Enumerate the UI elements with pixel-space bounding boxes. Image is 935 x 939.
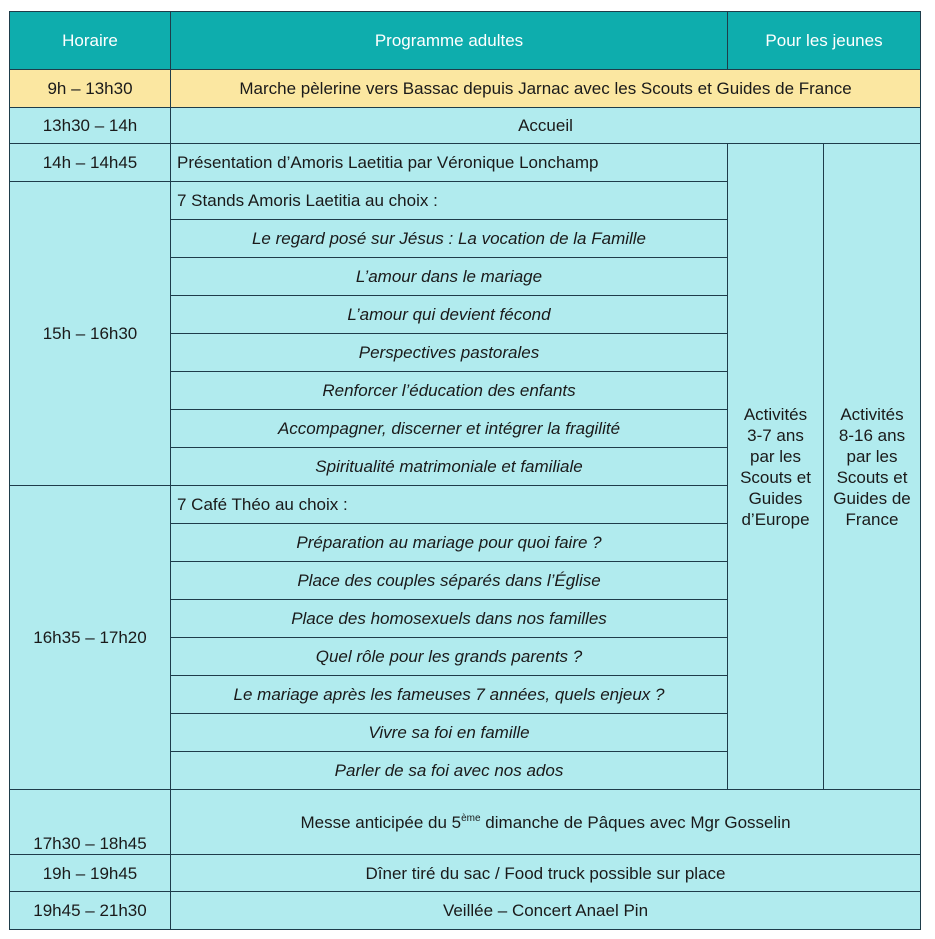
youth-young-line: Guides (748, 488, 803, 508)
time-marche: 9h – 13h30 (10, 70, 171, 108)
youth-activities-3-7 (728, 144, 824, 790)
stand-item: Perspectives pastorales (171, 334, 728, 372)
youth-young-line: d’Europe (741, 509, 810, 529)
time-diner: 19h – 19h45 (10, 855, 171, 892)
row-veillee (10, 892, 921, 930)
youth-older-line: par les (846, 446, 898, 466)
time-cafe: 16h35 – 17h20 (10, 486, 171, 790)
stand-item: Le regard posé sur Jésus : La vocation de la Famille (171, 220, 728, 258)
cafe-item: Place des homosexuels dans nos familles (171, 600, 728, 638)
youth-older-line: France (845, 509, 899, 529)
row-marche (10, 70, 921, 108)
cafe-title: 7 Café Théo au choix : (171, 486, 728, 524)
time-presentation: 14h – 14h45 (10, 144, 171, 182)
program-diner: Dîner tiré du sac / Food truck possible sur place (171, 855, 921, 892)
messe-text-after: dimanche de Pâques avec Mgr Gosselin (480, 812, 791, 832)
stand-item: Accompagner, discerner et intégrer la fragilité (171, 410, 728, 448)
stand-item: L’amour dans le mariage (171, 258, 728, 296)
time-accueil: 13h30 – 14h (10, 108, 171, 144)
header-adults: Programme adultes (171, 12, 728, 70)
messe-sup: ème (461, 812, 481, 824)
stand-item: Renforcer l’éducation des enfants (171, 372, 728, 410)
program-messe (171, 790, 921, 855)
program-accueil: Accueil (171, 108, 921, 144)
stand-item: Spiritualité matrimoniale et familiale (171, 448, 728, 486)
header-youth: Pour les jeunes (728, 12, 921, 70)
youth-older-line: 8-16 ans (838, 425, 906, 445)
cafe-item: Parler de sa foi avec nos ados (171, 752, 728, 790)
youth-young-line: Activités (743, 404, 808, 424)
cafe-item: Le mariage après les fameuses 7 années, quels enjeux ? (171, 676, 728, 714)
row-messe (10, 790, 921, 855)
cafe-item: Vivre sa foi en famille (171, 714, 728, 752)
time-stands: 15h – 16h30 (10, 182, 171, 486)
program-veillee: Veillée – Concert Anael Pin (171, 892, 921, 930)
youth-older-line: Scouts et (836, 467, 908, 487)
time-veillee: 19h45 – 21h30 (10, 892, 171, 930)
youth-older-line: Activités (840, 404, 904, 424)
row-accueil (10, 108, 921, 144)
messe-text: Messe anticipée du 5 (300, 812, 462, 832)
schedule-table (9, 11, 921, 930)
youth-older-line: Guides de (833, 488, 911, 508)
program-presentation: Présentation d’Amoris Laetitia par Véronique Lonchamp (171, 144, 728, 182)
youth-young-line: par les (749, 446, 802, 466)
header-time: Horaire (10, 12, 171, 70)
time-messe: 17h30 – 18h45 (10, 790, 171, 855)
youth-activities-8-16 (824, 144, 921, 790)
stands-title: 7 Stands Amoris Laetitia au choix : (171, 182, 728, 220)
row-presentation (10, 144, 921, 182)
row-diner (10, 855, 921, 892)
youth-young-line: 3-7 ans (747, 425, 804, 445)
cafe-item: Quel rôle pour les grands parents ? (171, 638, 728, 676)
program-marche: Marche pèlerine vers Bassac depuis Jarnac avec les Scouts et Guides de France (171, 70, 921, 108)
cafe-item: Place des couples séparés dans l’Église (171, 562, 728, 600)
stand-item: L’amour qui devient fécond (171, 296, 728, 334)
cafe-item: Préparation au mariage pour quoi faire ? (171, 524, 728, 562)
youth-young-line: Scouts et (740, 467, 811, 487)
